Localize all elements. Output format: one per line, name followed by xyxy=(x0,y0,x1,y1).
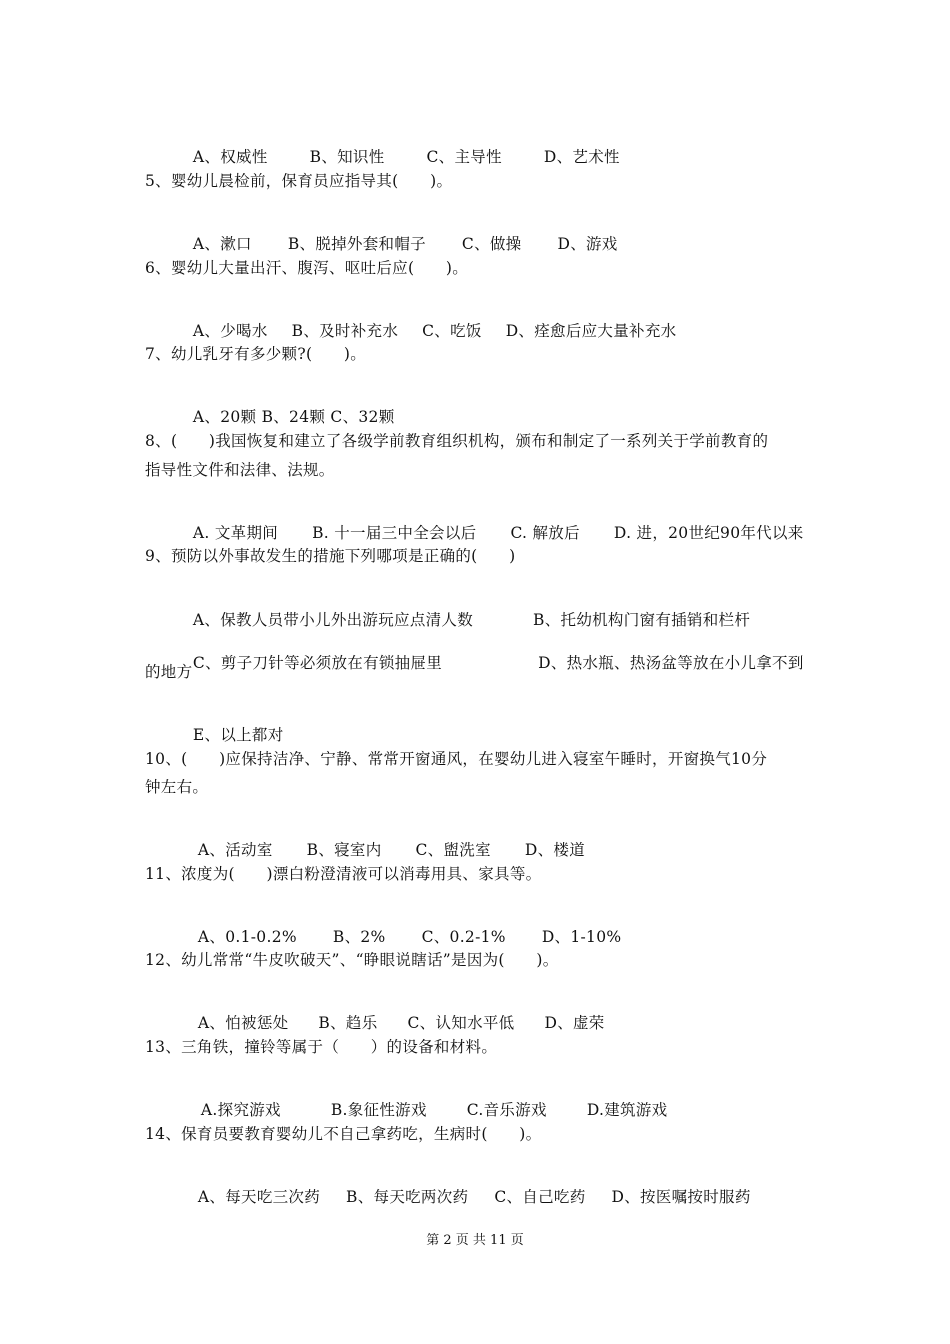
question-10-cont: 钟左右。 xyxy=(145,778,209,796)
option-d: D、按医嘱按时服药 xyxy=(611,1188,751,1206)
option-c: C. 解放后 xyxy=(510,524,580,542)
option-a: A、活动室 xyxy=(197,841,273,859)
option-d: D. 进，20世纪90年代以来 xyxy=(613,524,804,542)
option-d: D、虚荣 xyxy=(544,1014,605,1032)
option-b: B. 十一届三中全会以后 xyxy=(312,524,477,542)
question-7: 7、幼儿乳牙有多少颗?( )。 xyxy=(145,345,367,363)
page-footer: 第 2 页 共 11 页 xyxy=(426,1233,524,1248)
question-9: 9、预防以外事故发生的措施下列哪项是正确的( ) xyxy=(145,547,516,565)
question-8-cont: 指导性文件和法律、法规。 xyxy=(145,461,335,479)
option-b: B、2% xyxy=(332,928,386,946)
option-d: D.建筑游戏 xyxy=(586,1101,668,1119)
option-c: C、主导性 xyxy=(426,148,502,166)
option-b: B、趋乐 xyxy=(318,1014,378,1032)
option-c: C、0.2-1% xyxy=(421,928,506,946)
option-d: D、1-10% xyxy=(541,928,622,946)
option-b: B、脱掉外套和帽子 xyxy=(287,235,426,253)
option-c: C、做操 xyxy=(461,235,522,253)
options-row xyxy=(172,633,804,693)
option-b: B、托幼机构门窗有插销和栏杆 xyxy=(533,611,751,629)
option-d: D、游戏 xyxy=(557,235,618,253)
option-a: A、0.1-0.2% xyxy=(197,928,297,946)
option-a: A、少喝水 xyxy=(192,322,268,340)
question-11: 11、浓度为( )漂白粉澄清液可以消毒用具、家具等。 xyxy=(145,865,542,883)
option-c: C、盥洗室 xyxy=(415,841,491,859)
option-b: B.象征性游戏 xyxy=(330,1101,427,1119)
option-c: C、自己吃药 xyxy=(494,1188,586,1206)
option-abc: A、20颗 B、24颗 C、32颗 xyxy=(192,408,395,426)
option-d-cont: 的地方 xyxy=(145,663,193,681)
question-5: 5、婴幼儿晨检前，保育员应指导其( )。 xyxy=(145,172,453,190)
question-6: 6、婴幼儿大量出汗、腹泻、呕吐后应( )。 xyxy=(145,259,469,277)
option-c: C、剪子刀针等必须放在有锁抽屉里 xyxy=(192,654,443,672)
question-13: 13、三角铁，撞铃等属于（ ）的设备和材料。 xyxy=(145,1038,498,1056)
option-d: D、热水瓶、热汤盆等放在小儿拿不到 xyxy=(538,654,804,672)
option-a: A、每天吃三次药 xyxy=(197,1188,321,1206)
option-b: B、每天吃两次药 xyxy=(346,1188,469,1206)
option-c: C.音乐游戏 xyxy=(466,1101,547,1119)
option-e: E、以上都对 xyxy=(192,726,284,744)
question-10: 10、( )应保持洁净、宁静、常常开窗通风，在婴幼儿进入寝室午睡时，开窗换气10分 xyxy=(145,750,768,768)
option-a: A、漱口 xyxy=(192,235,252,253)
option-a: A、权威性 xyxy=(192,148,268,166)
option-a: A、怕被惩处 xyxy=(197,1014,289,1032)
question-12: 12、幼儿常常“牛皮吹破天”、“睁眼说瞎话”是因为( )。 xyxy=(145,951,559,969)
option-c: C、吃饭 xyxy=(422,322,482,340)
option-c: C、认知水平低 xyxy=(407,1014,515,1032)
option-b: B、及时补充水 xyxy=(291,322,399,340)
options-row xyxy=(177,1167,751,1227)
option-b: B、寝室内 xyxy=(306,841,382,859)
option-b: B、知识性 xyxy=(309,148,385,166)
option-a: A. 文革期间 xyxy=(192,524,279,542)
question-14: 14、保育员要教育婴幼儿不自己拿药吃，生病时( )。 xyxy=(145,1125,542,1143)
option-a: A、保教人员带小儿外出游玩应点清人数 xyxy=(192,611,474,629)
question-8: 8、( )我国恢复和建立了各级学前教育组织机构，颁布和制定了一系列关于学前教育的 xyxy=(145,432,769,450)
option-d: D、楼道 xyxy=(524,841,586,859)
option-a: A.探究游戏 xyxy=(200,1101,281,1119)
option-d: D、艺术性 xyxy=(543,148,620,166)
option-d: D、痊愈后应大量补充水 xyxy=(505,322,677,340)
